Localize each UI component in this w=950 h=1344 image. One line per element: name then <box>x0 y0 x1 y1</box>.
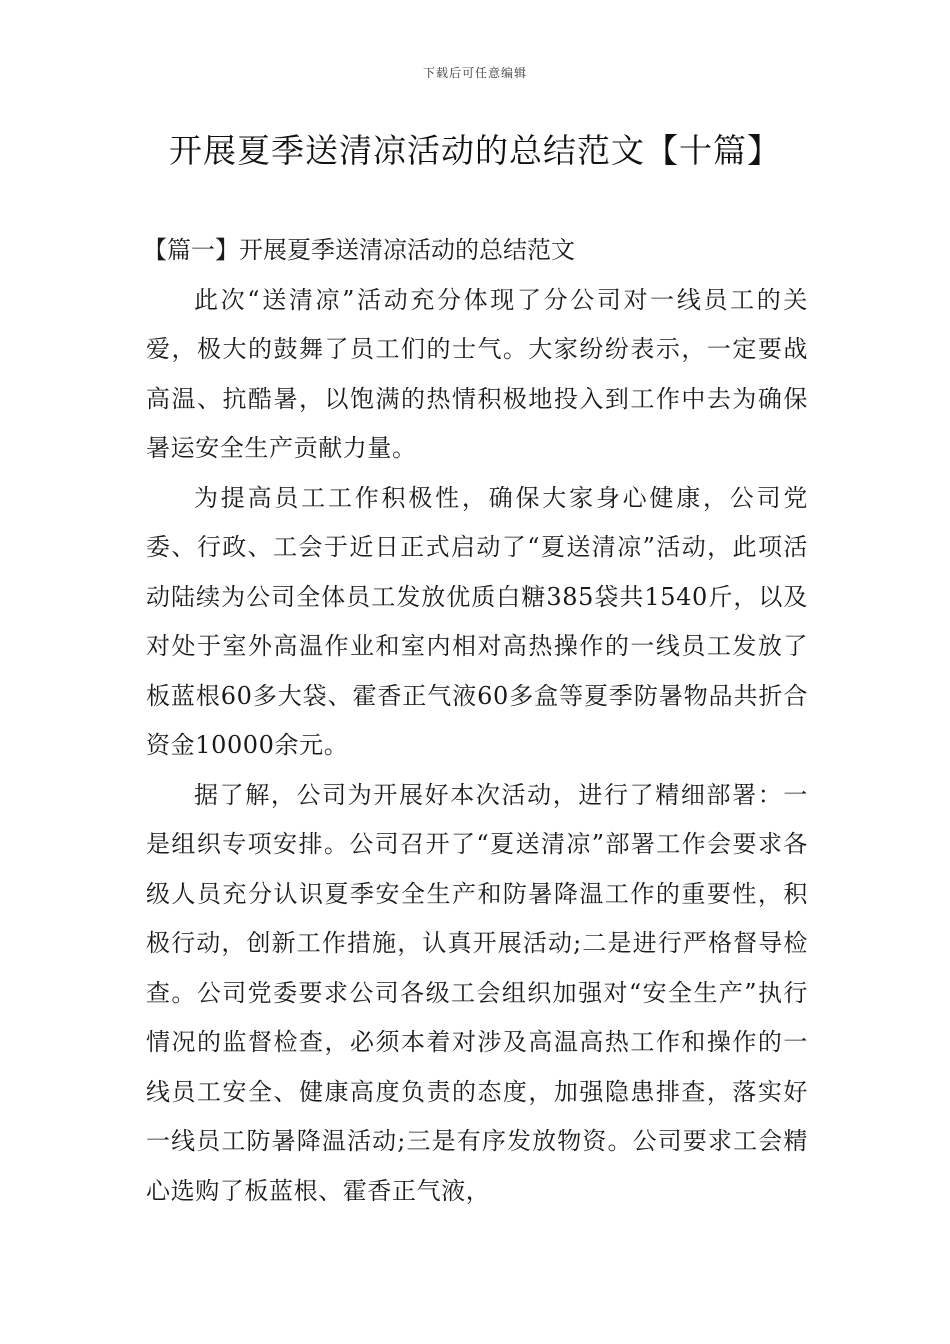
section-heading: 【篇一】开展夏季送清凉活动的总结范文 <box>143 236 575 264</box>
document-title: 开展夏季送清凉活动的总结范文【十篇】 <box>169 131 781 170</box>
paragraph-1: 此次“送清凉”活动充分体现了分公司对一线员工的关爱，极大的鼓舞了员工们的士气。大家纷纷表示，一定要战高温、抗酷暑，以饱满的热情积极地投入到工作中去为确保暑运安全生产贡献力量。 <box>146 285 808 462</box>
paragraph-3: 据了解，公司为开展好本次活动，进行了精细部署：一是组织专项安排。公司召开了“夏送清凉”部署工作会要求各级人员充分认识夏季安全生产和防暑降温工作的重要性，积极行动，创新工作措施，认真开展活动;二是进行严格督导检查。公司党委要求公司各级工会组织加强对“安全生产”执行情况的监督检查，必须本着对涉及高温高热工作和操作的一线员工安全、健康高度负责的态度，加强隐患排查，落实好一线员工防暑降温活动;三是有序发放物资。公司要求工会精心选购了板蓝根、霍香正气液， <box>146 780 808 1205</box>
download-note: 下载后可任意编辑 <box>422 66 527 80</box>
document-body <box>143 226 808 1216</box>
paragraph-2: 为提高员工工作积极性，确保大家身心健康，公司党委、行政、工会于近日正式启动了“夏送清凉”活动，此项活动陆续为公司全体员工发放优质白糖385袋共1540斤，以及对处于室外高温作业和室内相对高热操作的一线员工发放了板蓝根60多大袋、霍香正气液60多盒等夏季防暑物品共折合资金10000余元。 <box>146 483 808 759</box>
